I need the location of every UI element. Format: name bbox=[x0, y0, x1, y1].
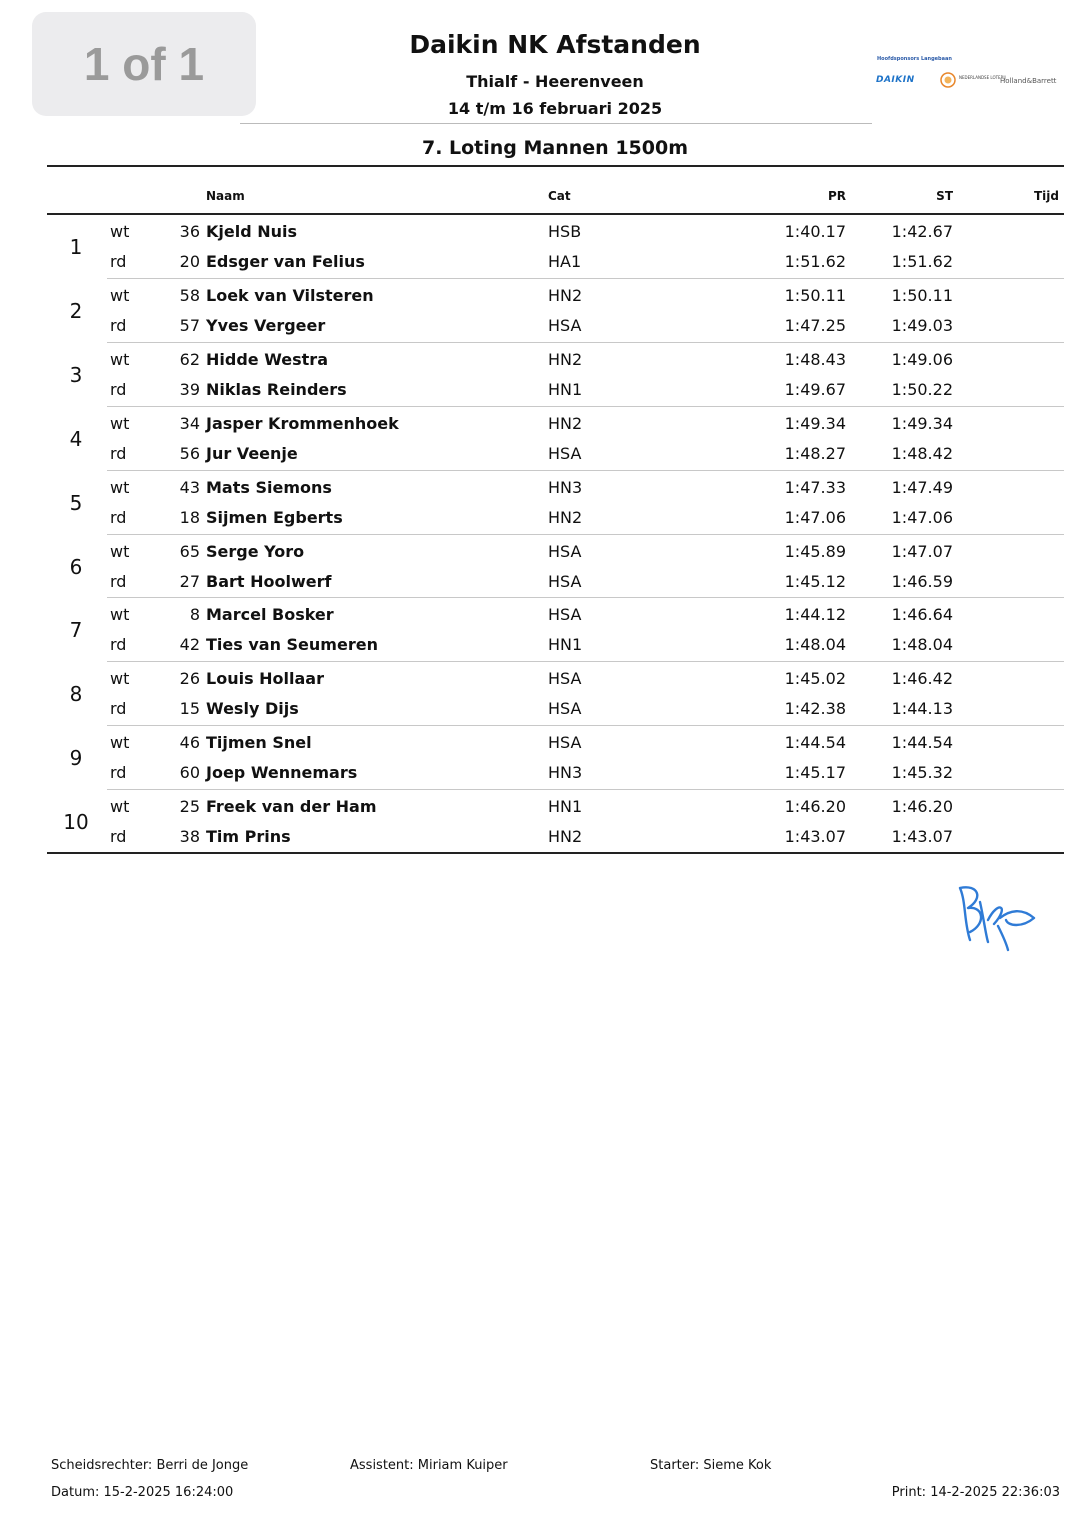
skater-category: HN3 bbox=[548, 763, 583, 783]
season-time: 1:43.07 bbox=[891, 827, 953, 847]
season-time: 1:49.34 bbox=[891, 413, 953, 433]
table-top-rule bbox=[47, 165, 1064, 167]
season-time: 1:47.06 bbox=[891, 507, 953, 527]
skater-name: Jur Veenje bbox=[206, 443, 298, 463]
start-number: 38 bbox=[179, 827, 200, 847]
skater-name: Serge Yoro bbox=[206, 541, 305, 561]
lane-label: wt bbox=[110, 285, 130, 305]
season-time: 1:50.11 bbox=[891, 285, 953, 305]
pair-number: 3 bbox=[69, 362, 83, 387]
lane-label: rd bbox=[110, 252, 127, 271]
sponsor-logos bbox=[874, 56, 1059, 96]
footer-date: Datum: 15-2-2025 16:24:00 bbox=[51, 1485, 234, 1500]
skater-name: Niklas Reinders bbox=[206, 379, 347, 399]
personal-record: 1:45.02 bbox=[784, 669, 846, 689]
lane-label: wt bbox=[110, 669, 130, 689]
pair-divider bbox=[107, 789, 1064, 790]
start-number: 15 bbox=[179, 699, 200, 719]
personal-record: 1:45.17 bbox=[784, 763, 846, 783]
season-time: 1:44.13 bbox=[891, 699, 953, 719]
personal-record: 1:43.07 bbox=[784, 827, 846, 847]
col-header-name: Naam bbox=[206, 189, 245, 203]
lane-label: rd bbox=[110, 571, 127, 591]
header-divider bbox=[240, 123, 872, 124]
season-time: 1:51.62 bbox=[891, 252, 953, 271]
pair-divider bbox=[107, 534, 1064, 535]
skater-category: HN2 bbox=[548, 285, 583, 305]
skater-name: Bart Hoolwerf bbox=[206, 571, 332, 591]
personal-record: 1:48.43 bbox=[784, 349, 846, 369]
skater-name: Kjeld Nuis bbox=[206, 222, 298, 241]
personal-record: 1:51.62 bbox=[784, 252, 846, 271]
skater-name: Wesly Dijs bbox=[206, 699, 299, 719]
season-time: 1:49.03 bbox=[891, 315, 953, 335]
col-header-st: ST bbox=[936, 189, 953, 203]
start-number: 60 bbox=[179, 763, 200, 783]
lane-label: rd bbox=[110, 443, 127, 463]
season-time: 1:47.49 bbox=[891, 477, 953, 497]
personal-record: 1:50.11 bbox=[784, 285, 846, 305]
lane-label: rd bbox=[110, 379, 127, 399]
season-time: 1:48.04 bbox=[891, 635, 953, 655]
lane-label: wt bbox=[110, 605, 130, 625]
start-number: 26 bbox=[179, 669, 200, 689]
skater-category: HN1 bbox=[548, 797, 583, 817]
start-number: 43 bbox=[179, 477, 200, 497]
lane-label: wt bbox=[110, 413, 130, 433]
season-time: 1:45.32 bbox=[891, 763, 953, 783]
skater-category: HA1 bbox=[548, 252, 582, 271]
pair-divider bbox=[107, 278, 1064, 279]
start-number: 34 bbox=[179, 413, 200, 433]
season-time: 1:47.07 bbox=[891, 541, 953, 561]
pair-number: 8 bbox=[69, 682, 83, 707]
personal-record: 1:45.12 bbox=[784, 571, 846, 591]
lane-label: wt bbox=[110, 733, 130, 753]
personal-record: 1:46.20 bbox=[784, 797, 846, 817]
footer-assistant: Assistent: Miriam Kuiper bbox=[350, 1458, 508, 1473]
season-time: 1:46.42 bbox=[891, 669, 953, 689]
lane-label: rd bbox=[110, 635, 127, 655]
skater-name: Tijmen Snel bbox=[206, 733, 312, 753]
skater-name: Joep Wennemars bbox=[206, 763, 358, 783]
personal-record: 1:48.04 bbox=[784, 635, 846, 655]
referee-signature bbox=[950, 880, 1045, 955]
table-bottom-rule bbox=[47, 852, 1064, 854]
skater-name: Louis Hollaar bbox=[206, 669, 324, 689]
personal-record: 1:47.06 bbox=[784, 507, 846, 527]
sponsor-label: Hoofdsponsors Langebaan bbox=[877, 56, 952, 62]
footer-referee: Scheidsrechter: Berri de Jonge bbox=[51, 1458, 249, 1473]
skater-category: HN2 bbox=[548, 349, 583, 369]
start-number: 39 bbox=[179, 379, 200, 399]
lane-label: wt bbox=[110, 349, 130, 369]
pair-number: 4 bbox=[69, 426, 83, 451]
col-header-pr: PR bbox=[827, 189, 846, 203]
start-number: 46 bbox=[179, 733, 200, 753]
footer-print: Print: 14-2-2025 22:36:03 bbox=[891, 1485, 1060, 1500]
skater-name: Tim Prins bbox=[206, 827, 291, 847]
skater-category: HN2 bbox=[548, 413, 583, 433]
personal-record: 1:45.89 bbox=[784, 541, 846, 561]
lane-label: wt bbox=[110, 541, 130, 561]
lane-label: rd bbox=[110, 827, 127, 847]
pair-number: 1 bbox=[69, 235, 83, 259]
col-header-time: Tijd bbox=[1033, 189, 1059, 203]
pair-divider bbox=[107, 725, 1064, 726]
page-indicator: 1 of 1 bbox=[32, 12, 256, 116]
season-time: 1:42.67 bbox=[891, 222, 953, 241]
season-time: 1:48.42 bbox=[891, 443, 953, 463]
personal-record: 1:48.27 bbox=[784, 443, 846, 463]
season-time: 1:46.59 bbox=[891, 571, 953, 591]
season-time: 1:46.20 bbox=[891, 797, 953, 817]
loterij-logo-icon bbox=[940, 72, 956, 88]
skater-category: HSA bbox=[548, 443, 582, 463]
start-number: 57 bbox=[179, 315, 200, 335]
pair-number: 2 bbox=[69, 298, 83, 323]
start-number: 42 bbox=[179, 635, 200, 655]
start-number: 25 bbox=[179, 797, 200, 817]
lane-label: rd bbox=[110, 763, 127, 783]
season-time: 1:46.64 bbox=[891, 605, 953, 625]
skater-name: Yves Vergeer bbox=[206, 315, 326, 335]
lane-label: wt bbox=[110, 797, 130, 817]
skater-category: HN2 bbox=[548, 507, 583, 527]
table-header-rule bbox=[47, 213, 1064, 215]
skater-name: Hidde Westra bbox=[206, 349, 328, 369]
season-time: 1:50.22 bbox=[891, 379, 953, 399]
skater-category: HSB bbox=[548, 222, 582, 241]
lane-label: rd bbox=[110, 507, 127, 527]
start-number: 27 bbox=[179, 571, 200, 591]
start-number: 58 bbox=[179, 285, 200, 305]
skater-name: Edsger van Felius bbox=[206, 252, 365, 271]
daikin-logo: DAIKIN bbox=[876, 75, 915, 85]
skater-category: HSA bbox=[548, 733, 582, 753]
skater-category: HN2 bbox=[548, 827, 583, 847]
pair-divider bbox=[107, 470, 1064, 471]
skater-name: Ties van Seumeren bbox=[206, 635, 378, 655]
lane-label: rd bbox=[110, 315, 127, 335]
skater-name: Loek van Vilsteren bbox=[206, 285, 374, 305]
loterij-logo-text: NEDERLANDSE LOTERIJ bbox=[959, 75, 1006, 80]
personal-record: 1:40.17 bbox=[784, 222, 846, 241]
skater-name: Sijmen Egberts bbox=[206, 507, 343, 527]
skater-category: HSA bbox=[548, 669, 582, 689]
lane-label: wt bbox=[110, 222, 130, 241]
page-title: Daikin NK Afstanden bbox=[409, 30, 701, 59]
pair-divider bbox=[107, 406, 1064, 407]
skater-category: HSA bbox=[548, 541, 582, 561]
start-number: 36 bbox=[179, 222, 200, 241]
pair-number: 5 bbox=[69, 490, 83, 515]
skater-category: HSA bbox=[548, 605, 582, 625]
personal-record: 1:42.38 bbox=[784, 699, 846, 719]
lane-label: wt bbox=[110, 477, 130, 497]
pair-number: 6 bbox=[69, 554, 83, 579]
skater-category: HSA bbox=[548, 699, 582, 719]
start-number: 62 bbox=[179, 349, 200, 369]
skater-name: Freek van der Ham bbox=[206, 797, 377, 817]
personal-record: 1:44.12 bbox=[784, 605, 846, 625]
start-number: 8 bbox=[189, 605, 200, 625]
draw-title: 7. Loting Mannen 1500m bbox=[421, 137, 689, 159]
personal-record: 1:49.34 bbox=[784, 413, 846, 433]
personal-record: 1:49.67 bbox=[784, 379, 846, 399]
personal-record: 1:47.25 bbox=[784, 315, 846, 335]
lane-label: rd bbox=[110, 699, 127, 719]
skater-name: Jasper Krommenhoek bbox=[206, 413, 399, 433]
pair-divider bbox=[107, 597, 1064, 598]
skater-category: HSA bbox=[548, 315, 582, 335]
start-number: 56 bbox=[179, 443, 200, 463]
col-header-cat: Cat bbox=[548, 189, 571, 203]
personal-record: 1:47.33 bbox=[784, 477, 846, 497]
skater-category: HN3 bbox=[548, 477, 583, 497]
pair-number: 9 bbox=[69, 746, 83, 771]
pair-divider bbox=[107, 342, 1064, 343]
skater-name: Mats Siemons bbox=[206, 477, 332, 497]
pair-number: 7 bbox=[69, 618, 83, 643]
event-dates: 14 t/m 16 februari 2025 bbox=[447, 99, 663, 118]
skater-category: HN1 bbox=[548, 379, 583, 399]
start-number: 18 bbox=[179, 507, 200, 527]
personal-record: 1:44.54 bbox=[784, 733, 846, 753]
skater-category: HSA bbox=[548, 571, 582, 591]
skater-name: Marcel Bosker bbox=[206, 605, 334, 625]
venue: Thialf - Heerenveen bbox=[466, 72, 644, 91]
holland-barrett-logo: Holland&Barrett bbox=[1000, 77, 1057, 85]
start-number: 20 bbox=[179, 252, 200, 271]
season-time: 1:49.06 bbox=[891, 349, 953, 369]
pair-number: 10 bbox=[63, 810, 89, 835]
season-time: 1:44.54 bbox=[891, 733, 953, 753]
start-number: 65 bbox=[179, 541, 200, 561]
skater-category: HN1 bbox=[548, 635, 583, 655]
footer-starter: Starter: Sieme Kok bbox=[650, 1458, 772, 1473]
pair-divider bbox=[107, 661, 1064, 662]
